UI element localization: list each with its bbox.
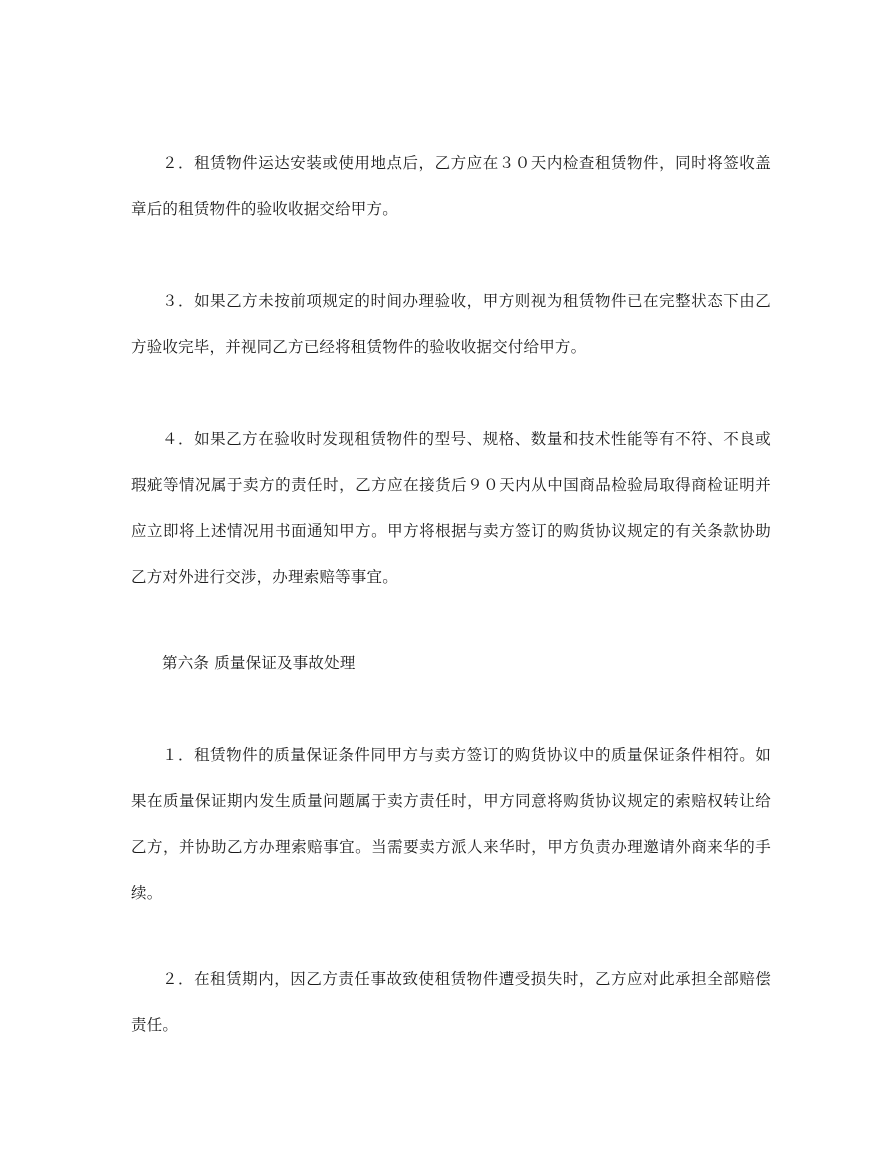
clause-paragraph-defect-claim: ４．如果乙方在验收时发现租赁物件的型号、规格、数量和技术性能等有不符、不良或瑕疵等情况属于卖方的责任时，乙方应在接货后９０天内从中国商品检验局取得商检证明并应立即将上述情况用书面通知甲方。甲方将根据与卖方签订的购货协议规定的有关条款协助乙方对外进行交涉，办理索赔等事宜。 [131,430,771,586]
clause-paragraph-acceptance-inspection: ２．租赁物件运达安装或使用地点后，乙方应在３０天内检查租赁物件，同时将签收盖章后的租赁物件的验收收据交给甲方。 [131,154,771,218]
clause-paragraph-deemed-acceptance: ３．如果乙方未按前项规定的时间办理验收，甲方则视为租赁物件已在完整状态下由乙方验收完毕，并视同乙方已经将租赁物件的验收收据交付给甲方。 [131,292,771,356]
article-heading: 第六条 质量保证及事故处理 [162,654,356,672]
clause-paragraph-quality-warranty: １．租赁物件的质量保证条件同甲方与卖方签订的购货协议中的质量保证条件相符。如果在质量保证期内发生质量问题属于卖方责任时，甲方同意将购货协议规定的索赔权转让给乙方，并协助乙方办理索赔事宜。当需要卖方派人来华时，甲方负责办理邀请外商来华的手续。 [131,746,771,902]
clause-paragraph-liability: ２．在租赁期内，因乙方责任事故致使租赁物件遭受损失时，乙方应对此承担全部赔偿责任。 [131,970,771,1034]
